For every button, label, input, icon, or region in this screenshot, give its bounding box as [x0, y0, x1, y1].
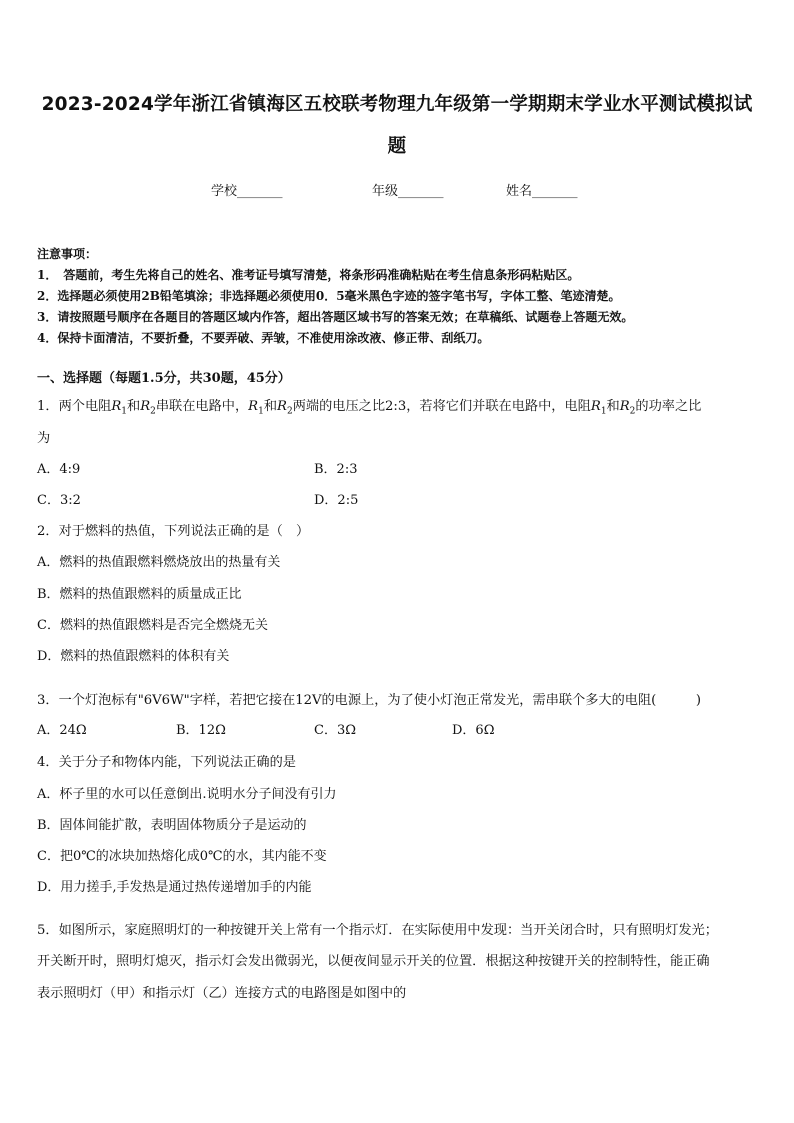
- q1-sub: 2: [629, 406, 636, 417]
- q2-option-c[interactable]: C．燃料的热值跟燃料是否完全燃烧无关: [37, 618, 268, 633]
- question-1-stem: [37, 395, 701, 417]
- q1-sub: 1: [258, 406, 264, 417]
- q3-option-a[interactable]: A．24Ω: [37, 723, 87, 738]
- q2-option-b[interactable]: B．燃料的热值跟燃料的质量成正比: [37, 587, 242, 602]
- grade-field[interactable]: 年级_______: [372, 184, 444, 199]
- q1-sub: 2: [286, 406, 293, 417]
- q1-var: R: [140, 399, 151, 414]
- q1-var: R: [590, 399, 601, 414]
- q1-sub: 1: [600, 406, 607, 417]
- q1-var: R: [111, 399, 122, 414]
- q3-option-d[interactable]: D．6Ω: [452, 723, 495, 738]
- q4-option-b[interactable]: B．固体间能扩散，表明固体物质分子是运动的: [37, 818, 307, 833]
- q4-option-c[interactable]: C．把0℃的冰块加热熔化成0℃的水，其内能不变: [37, 849, 327, 864]
- q1-option-b[interactable]: B．2:3: [314, 462, 358, 477]
- q2-option-d[interactable]: D．燃料的热值跟燃料的体积有关: [37, 649, 230, 664]
- q3-option-b[interactable]: B．12Ω: [176, 723, 226, 738]
- q4-option-a[interactable]: A．杯子里的水可以任意倒出.说明水分子间没有引力: [37, 787, 337, 802]
- q1-var: R: [277, 399, 287, 414]
- q1-option-a[interactable]: A．4:9: [37, 462, 81, 477]
- q1-text: 和: [127, 399, 141, 414]
- section-heading: 一、选择题（每题1.5分，共30题，45分）: [37, 371, 291, 386]
- q1-var: R: [248, 399, 259, 414]
- q1-option-d[interactable]: D．2:5: [314, 493, 359, 508]
- q1-text: 1．两个电阻: [37, 399, 112, 414]
- title-line-1: 2023-2024学年浙江省镇海区五校联考物理九年级第一学期期末学业水平测试模拟试: [41, 94, 753, 115]
- q1-var: R: [619, 399, 630, 414]
- question-5-stem-1: 5．如图所示，家庭照明灯的一种按键开关上常有一个指示灯．在实际使用中发现：当开关闭合时，只有照明灯发光；: [37, 923, 718, 938]
- name-field[interactable]: 姓名_______: [506, 184, 578, 199]
- title-line-2: 题: [387, 136, 407, 157]
- notice-section: [37, 244, 757, 349]
- q4-option-d[interactable]: D．用力搓手,手发热是通过热传递增加手的内能: [37, 880, 312, 895]
- notice-heading: 注意事项：: [37, 247, 98, 261]
- notice-item: 1． 答题前，考生先将自己的姓名、准考证号填写清楚，将条形码准确粘贴在考生信息条形码粘贴区。: [37, 268, 580, 282]
- q1-option-c[interactable]: C．3:2: [37, 493, 81, 508]
- q1-text: 和: [263, 399, 278, 414]
- question-2-stem: 2．对于燃料的热值，下列说法正确的是（ ）: [37, 524, 310, 539]
- q1-text: 和: [606, 399, 620, 414]
- question-1-stem-2: 为: [37, 431, 51, 446]
- page-title: [30, 84, 764, 168]
- q1-text: 的功率之比: [635, 399, 702, 414]
- q2-option-a[interactable]: A．燃料的热值跟燃料燃烧放出的热量有关: [37, 555, 281, 570]
- school-field[interactable]: 学校_______: [211, 184, 283, 199]
- q1-text: 两端的电压之比2:3，若将它们并联在电路中，电阻: [292, 399, 591, 414]
- q1-sub: 1: [121, 406, 127, 417]
- question-5-stem-2: 开关断开时，照明灯熄灭，指示灯会发出微弱光，以便夜间显示开关的位置．根据这种按键开关的控制特性，能正确: [37, 954, 710, 969]
- q1-sub: 2: [150, 406, 156, 417]
- question-3-stem: 3．一个灯泡标有"6V6W"字样，若把它接在12V的电源上，为了使小灯泡正常发光，需串联个多大的电阻( ): [37, 693, 702, 708]
- notice-item: 3．请按照题号顺序在各题目的答题区域内作答，超出答题区域书写的答案无效；在草稿纸、试题卷上答题无效。: [37, 310, 634, 324]
- question-5-stem-3: 表示照明灯（甲）和指示灯（乙）连接方式的电路图是如图中的: [37, 986, 407, 1001]
- q3-option-c[interactable]: C．3Ω: [314, 723, 356, 738]
- q1-text: 串联在电路中，: [155, 399, 249, 414]
- question-4-stem: 4．关于分子和物体内能，下列说法正确的是: [37, 755, 296, 770]
- notice-item: 2．选择题必须使用2B铅笔填涂；非选择题必须使用0．5毫米黑色字迹的签字笔书写，字体工整、笔迹清楚。: [37, 289, 621, 303]
- notice-item: 4．保持卡面清洁，不要折叠，不要弄破、弄皱，不准使用涂改液、修正带、刮纸刀。: [37, 331, 490, 345]
